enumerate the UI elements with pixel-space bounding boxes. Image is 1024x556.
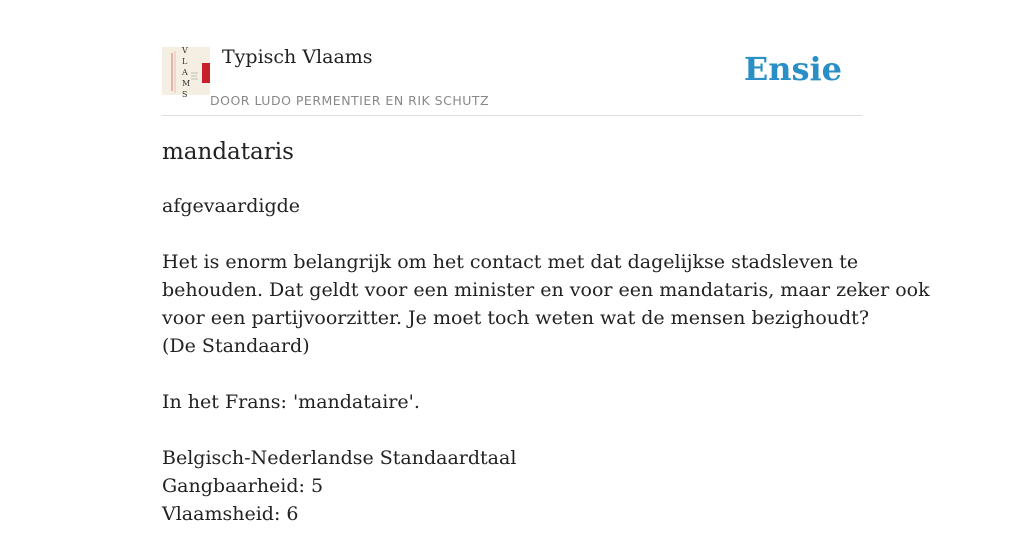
quote-paragraph — [162, 248, 930, 360]
avatar-letter: M — [182, 79, 191, 88]
metadata-paragraph — [162, 444, 862, 528]
post-title: mandataris — [162, 139, 294, 165]
french-paragraph — [162, 388, 862, 416]
avatar-letter: S — [182, 90, 188, 99]
blog-title-link[interactable]: Typisch Vlaams — [222, 46, 373, 68]
page-container — [162, 0, 930, 525]
avatar-letter: L — [182, 57, 188, 66]
french-note: In het Frans: 'mandataire'. — [162, 391, 420, 413]
quote-line: behouden. Dat geldt voor een minister en voor een mandataris, maar zeker ook — [162, 279, 930, 301]
blog-header — [162, 0, 862, 116]
definition-paragraph — [162, 192, 862, 220]
book-cover-icon — [162, 46, 210, 99]
avatar-letter: V — [182, 46, 188, 55]
post-body — [162, 192, 930, 556]
quote-line: Het is enorm belangrijk om het contact met dat dagelijkse stadsleven te — [162, 251, 859, 273]
gangbaarheid-label: Gangbaarheid: 5 — [162, 475, 324, 497]
quote-line: voor een partijvoorzitter. Je moet toch weten wat de mensen bezighoudt? — [162, 307, 870, 329]
ensie-logo-link[interactable]: Ensie — [743, 50, 842, 88]
category-label: Belgisch-Nederlandse Standaardtaal — [162, 447, 517, 469]
avatar-letter: A — [182, 68, 188, 77]
definition-text: afgevaardigde — [162, 195, 301, 217]
vlaamsheid-label: Vlaamsheid: 6 — [162, 503, 299, 525]
avatar[interactable] — [162, 46, 210, 99]
author-byline: DOOR LUDO PERMENTIER EN RIK SCHUTZ — [210, 93, 490, 108]
quote-source: (De Standaard) — [162, 335, 310, 357]
